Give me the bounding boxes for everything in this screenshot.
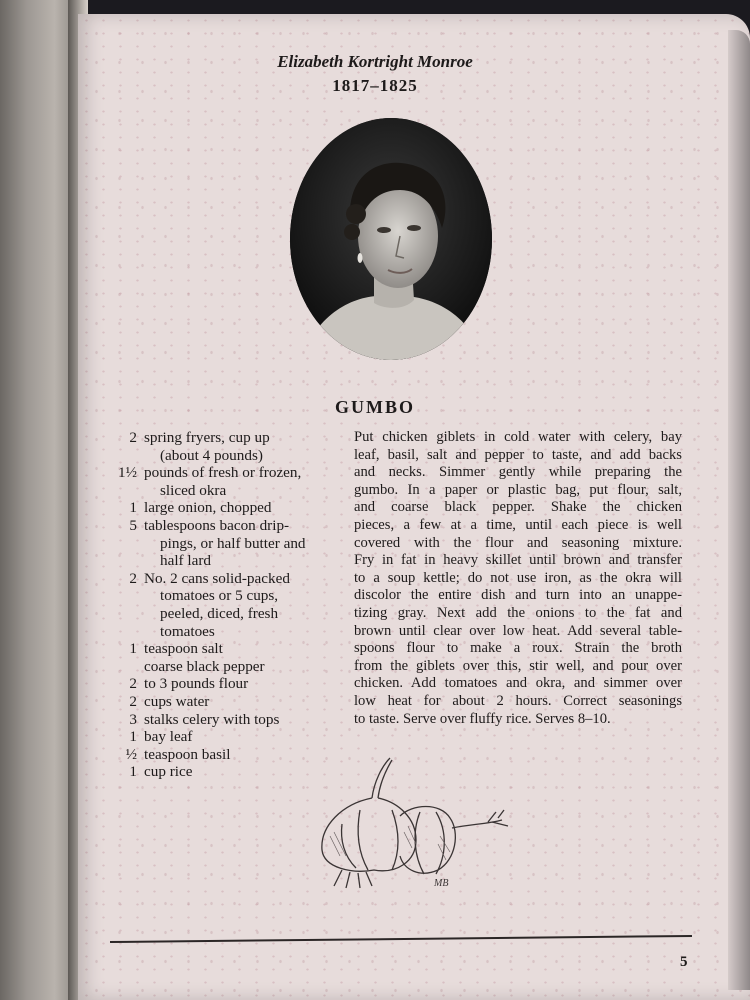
ingredient-quantity: 5: [129, 516, 137, 534]
illustrator-signature: MB: [434, 878, 449, 889]
term-years: 1817–1825: [332, 76, 418, 95]
ingredient-quantity: 2: [129, 429, 137, 446]
instruction-line: low heat for about 2 hours. Correct seasonings: [354, 692, 682, 709]
ingredient-text: to 3 pounds flour: [144, 675, 249, 693]
instruction-line: tizing gray. Next add the onions to the fat and: [354, 604, 682, 621]
ingredient-text: large onion, chopped: [144, 499, 272, 517]
ingredient-quantity: 2: [129, 692, 137, 710]
ingredient-quantity: 1: [129, 763, 137, 781]
ingredient-item: [108, 693, 348, 711]
recipe-instructions: [354, 429, 682, 728]
instruction-line: and coarse black pepper. Shake the chicken: [354, 499, 682, 516]
instruction-line: leaf, basil, salt and pepper to taste, and add backs: [354, 446, 682, 463]
ingredient-item: [108, 517, 348, 570]
instruction-line: discolor the entire dish and turn into an unappe-: [354, 587, 682, 604]
ingredient-item: [108, 640, 348, 658]
ingredient-quantity: 1: [129, 499, 137, 517]
ingredient-text: stalks celery with tops: [144, 710, 280, 728]
onion-illustration: [312, 752, 524, 892]
ingredient-item: [108, 570, 348, 640]
page-number: 5: [680, 954, 688, 970]
ingredient-text: No. 2 cans solid-packed: [144, 569, 290, 587]
ingredient-text: coarse black pepper: [144, 657, 265, 675]
ingredient-text: tomatoes or 5 cups,: [160, 587, 279, 605]
instruction-line: pieces, a few at a time, until each piece is well: [354, 516, 682, 533]
portrait-illustration: [290, 118, 492, 360]
ingredient-quantity: 2: [129, 569, 137, 587]
ingredient-quantity: 3: [129, 710, 137, 728]
portrait-image: [290, 118, 492, 360]
instruction-line: to a soup kettle; do not use iron, as the okra will: [354, 569, 682, 586]
ingredient-text: cup rice: [144, 763, 193, 781]
ingredient-item: [108, 711, 348, 729]
ingredient-text: spring fryers, cup up: [144, 429, 270, 446]
left-page-edge: [0, 0, 78, 1000]
instruction-line: from the giblets over this, stir well, and pour over: [354, 657, 682, 674]
ingredient-text: teaspoon basil: [144, 745, 231, 763]
ingredient-item: [108, 464, 348, 499]
instruction-line: to taste. Serve over fluffy rice. Serves 8–10.: [354, 710, 611, 727]
instruction-line: brown until clear over low heat. Add several table-: [354, 622, 682, 639]
ingredient-text: half lard: [160, 552, 212, 570]
ingredient-quantity: 1: [129, 640, 137, 658]
instruction-line: Fry in fat in heavy skillet until brown and transfer: [354, 552, 682, 569]
instruction-line: Put chicken giblets in cold water with celery, bay: [354, 429, 682, 445]
ingredient-quantity: 1: [129, 728, 137, 746]
ingredient-text: tablespoons bacon drip-: [144, 516, 290, 534]
instruction-line: and necks. Simmer gently while preparing the: [354, 464, 682, 481]
ingredient-item: [108, 658, 348, 676]
instruction-line: gumbo. In a paper or plastic bag, put flour, salt,: [354, 481, 682, 498]
ingredient-item: [108, 728, 348, 746]
ingredient-text: peeled, diced, fresh: [160, 604, 279, 622]
first-lady-name: Elizabeth Kortright Monroe: [277, 52, 473, 71]
ingredient-quantity: 1½: [118, 464, 137, 482]
ingredient-text: cups water: [144, 692, 210, 710]
ingredient-text: (about 4 pounds): [160, 446, 263, 464]
ingredient-item: [108, 675, 348, 693]
ingredient-text: tomatoes: [160, 622, 215, 640]
ingredient-quantity: 2: [129, 675, 137, 693]
ingredient-text: sliced okra: [160, 481, 227, 499]
ingredient-list: [108, 429, 348, 781]
ingredient-text: pounds of fresh or frozen,: [144, 464, 302, 482]
instruction-line: covered with the flour and seasoning mixture.: [354, 534, 682, 551]
ingredient-item: [108, 499, 348, 517]
instruction-line: spoons flour to make a roux. Strain the broth: [354, 640, 682, 657]
page-stack-edge: [728, 30, 750, 990]
ingredient-text: bay leaf: [144, 728, 193, 746]
instruction-line: chicken. Add tomatoes and okra, and simmer over: [354, 675, 682, 692]
ingredient-item: [108, 429, 348, 464]
ingredient-quantity: ½: [125, 745, 137, 763]
recipe-title: GUMBO: [335, 397, 415, 417]
ingredient-text: pings, or half butter and: [160, 534, 306, 552]
ingredient-text: teaspoon salt: [144, 640, 223, 658]
onion-sketch: [312, 752, 524, 892]
